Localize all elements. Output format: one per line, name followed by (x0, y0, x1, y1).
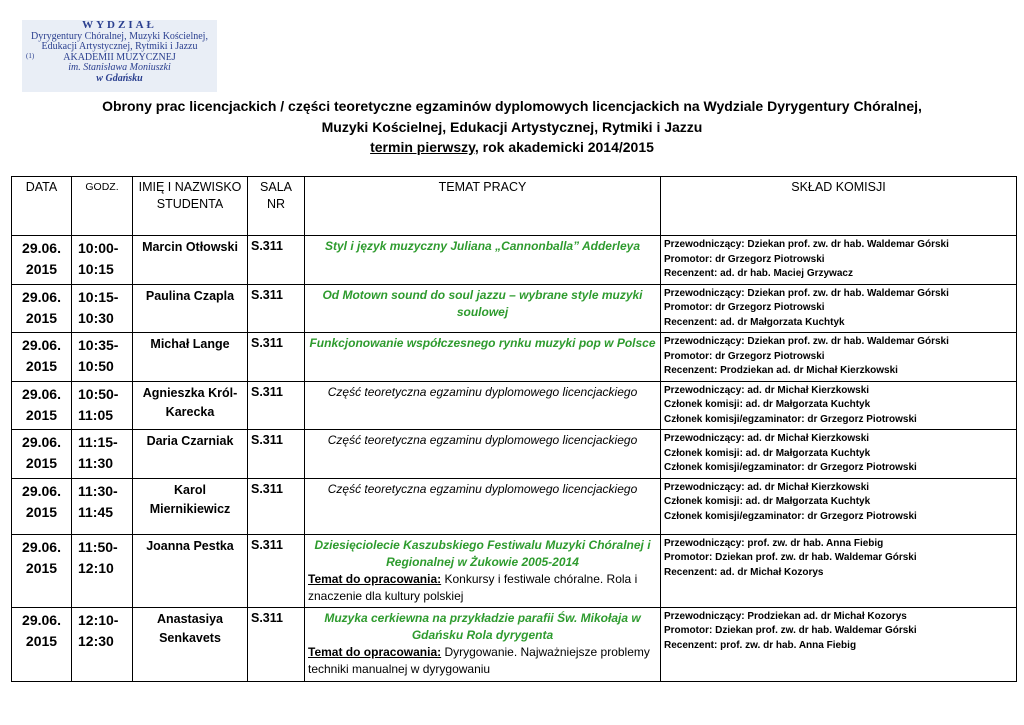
cell-room: S.311 (248, 333, 305, 382)
cell-room: S.311 (248, 284, 305, 333)
cell-topic (305, 236, 661, 285)
topic-extra (308, 571, 657, 605)
title-line: Obrony prac licencjackich / części teoretyczne egzaminów dyplomowych licencjackich na Wydziale Dyrygentury Chóralnej, (102, 98, 922, 114)
cell-room: S.311 (248, 607, 305, 681)
cell-time: 10:15- 10:30 (72, 284, 133, 333)
cell-room: S.311 (248, 381, 305, 430)
cell-date: 29.06. 2015 (12, 607, 72, 681)
faculty-logo (22, 20, 217, 92)
cell-name: Anastasiya Senkavets (133, 607, 248, 681)
header-name: IMIĘ I NAZWISKO STUDENTA (133, 177, 248, 236)
header-room: SALA NR (248, 177, 305, 236)
table-row (12, 430, 1017, 479)
header-time: GODZ. (72, 177, 133, 236)
cell-topic (305, 478, 661, 534)
cell-name: Agnieszka Król- Karecka (133, 381, 248, 430)
committee-member: Recenzent: ad. dr hab. Maciej Grzywacz (664, 268, 853, 279)
committee-member: Członek komisji: ad. dr Małgorzata Kuchtyk (664, 399, 871, 410)
committee-member: Członek komisji/egzaminator: dr Grzegorz Piotrowski (664, 510, 917, 522)
cell-name: Michał Lange (133, 333, 248, 382)
logo-line: AKADEMII MUZYCZNEJ (63, 51, 176, 63)
cell-topic (305, 333, 661, 382)
header-date: DATA (12, 177, 72, 236)
topic-title: Dziesięciolecie Kaszubskiego Festiwalu Muzyki Chóralnej i Regionalnej w Żukowie 2005-2014 (314, 537, 651, 569)
table-row (12, 381, 1017, 430)
cell-name: Daria Czarniak (133, 430, 248, 479)
table-row (12, 478, 1017, 534)
committee-member: Recenzent: prof. zw. dr hab. Anna Fiebig (664, 639, 857, 651)
cell-topic (305, 607, 661, 681)
topic-title: Część teoretyczna egzaminu dyplomowego licencjackiego (327, 384, 638, 399)
cell-name: Karol Miernikiewicz (133, 478, 248, 534)
logo-marker: (1) (26, 52, 35, 60)
logo-line: Edukacji Artystycznej, Rytmiki i Jazzu (41, 41, 198, 53)
committee-member: Przewodniczący: ad. dr Michał Kierzkowski (664, 481, 870, 493)
logo-line: WYDZIAŁ (82, 19, 157, 31)
cell-time: 10:35- 10:50 (72, 333, 133, 382)
header-committee: SKŁAD KOMISJI (661, 177, 1017, 236)
committee-member: Przewodniczący: Dziekan prof. zw. dr hab. Waldemar Górski (664, 336, 949, 347)
cell-room: S.311 (248, 478, 305, 534)
cell-name: Paulina Czapla (133, 284, 248, 333)
title-term-line (0, 137, 1024, 158)
committee-member: Recenzent: Prodziekan ad. dr Michał Kierzkowski (664, 365, 898, 376)
committee-member: Członek komisji: ad. dr Małgorzata Kuchtyk (664, 447, 871, 459)
page-title (0, 96, 1024, 158)
committee-member: Członek komisji/egzaminator: dr Grzegorz Piotrowski (664, 413, 917, 425)
committee-member: Przewodniczący: Dziekan prof. zw. dr hab. Waldemar Górski (664, 239, 949, 250)
cell-committee (661, 284, 1017, 333)
cell-committee (661, 478, 1017, 534)
topic-extra-label: Temat do opracowania: (308, 571, 442, 586)
committee-member: Członek komisji: ad. dr Małgorzata Kuchtyk (664, 496, 871, 507)
topic-title: Styl i język muzyczny Juliana „Cannonballa” Adderleya (325, 239, 640, 253)
cell-time: 11:50- 12:10 (72, 534, 133, 607)
cell-committee (661, 534, 1017, 607)
cell-room: S.311 (248, 534, 305, 607)
topic-extra-text: Dyrygowanie. Najważniejsze problemy techniki manualnej w dyrygowaniu (308, 644, 650, 676)
cell-date: 29.06. 2015 (12, 381, 72, 430)
committee-member: Przewodniczący: Prodziekan ad. dr Michał Kozorys (664, 610, 907, 622)
cell-committee (661, 333, 1017, 382)
cell-committee (661, 381, 1017, 430)
schedule-table (11, 176, 1017, 682)
cell-time: 11:30- 11:45 (72, 478, 133, 534)
cell-name: Marcin Otłowski (133, 236, 248, 285)
header-row (12, 177, 1017, 236)
committee-member: Promotor: Dziekan prof. zw. dr hab. Waldemar Górski (664, 625, 917, 636)
cell-room: S.311 (248, 430, 305, 479)
cell-time: 10:50- 11:05 (72, 381, 133, 430)
cell-topic (305, 534, 661, 607)
table-row (12, 284, 1017, 333)
logo-line: im. Stanisława Moniuszki (68, 62, 171, 74)
cell-topic (305, 381, 661, 430)
term-underlined: termin pierwszy, (370, 139, 479, 155)
topic-extra (308, 644, 657, 678)
table-row (12, 236, 1017, 285)
cell-committee (661, 430, 1017, 479)
cell-time: 11:15- 11:30 (72, 430, 133, 479)
committee-member: Członek komisji/egzaminator: dr Grzegorz Piotrowski (664, 462, 917, 473)
term-rest: rok akademicki 2014/2015 (478, 139, 654, 155)
committee-member: Przewodniczący: ad. dr Michał Kierzkowski (664, 433, 870, 444)
cell-date: 29.06. 2015 (12, 284, 72, 333)
logo-line: Dyrygentury Chóralnej, Muzyki Kościelnej, (31, 30, 208, 42)
topic-title: Część teoretyczna egzaminu dyplomowego licencjackiego (327, 481, 638, 496)
committee-member: Recenzent: ad. dr Małgorzata Kuchtyk (664, 316, 845, 328)
topic-title: Od Motown sound do soul jazzu – wybrane style muzyki soulowej (322, 287, 643, 319)
table-row (12, 607, 1017, 681)
committee-member: Przewodniczący: Dziekan prof. zw. dr hab. Waldemar Górski (664, 287, 949, 299)
cell-date: 29.06. 2015 (12, 430, 72, 479)
committee-member: Promotor: dr Grzegorz Piotrowski (664, 350, 825, 362)
topic-title: Muzyka cerkiewna na przykładzie parafii Św. Mikołaja w Gdańsku Rola dyrygenta (324, 610, 641, 642)
cell-topic (305, 284, 661, 333)
logo-line: w Gdańsku (96, 72, 143, 84)
cell-topic (305, 430, 661, 479)
topic-extra-label: Temat do opracowania: (308, 644, 442, 659)
topic-title: Funkcjonowanie współczesnego rynku muzyki pop w Polsce (309, 336, 656, 350)
cell-date: 29.06. 2015 (12, 333, 72, 382)
committee-member: Promotor: Dziekan prof. zw. dr hab. Waldemar Górski (664, 552, 917, 563)
cell-name: Joanna Pestka (133, 534, 248, 607)
topic-title: Część teoretyczna egzaminu dyplomowego licencjackiego (327, 433, 638, 447)
cell-room: S.311 (248, 236, 305, 285)
cell-committee (661, 607, 1017, 681)
committee-member: Przewodniczący: prof. zw. dr hab. Anna Fiebig (664, 537, 884, 549)
table-row (12, 534, 1017, 607)
cell-date: 29.06. 2015 (12, 236, 72, 285)
committee-member: Recenzent: ad. dr Michał Kozorys (664, 566, 824, 578)
topic-extra-text: Konkursy i festiwale chóralne. Rola i znaczenie dla kultury polskiej (308, 571, 638, 603)
committee-member: Przewodniczący: ad. dr Michał Kierzkowski (664, 384, 870, 396)
committee-member: Promotor: dr Grzegorz Piotrowski (664, 253, 825, 265)
title-line: Muzyki Kościelnej, Edukacji Artystycznej, Rytmiki i Jazzu (321, 118, 703, 135)
cell-time: 10:00- 10:15 (72, 236, 133, 285)
table-row (12, 333, 1017, 382)
committee-member: Promotor: dr Grzegorz Piotrowski (664, 302, 825, 313)
cell-date: 29.06. 2015 (12, 478, 72, 534)
header-topic: TEMAT PRACY (305, 177, 661, 236)
cell-committee (661, 236, 1017, 285)
cell-time: 12:10- 12:30 (72, 607, 133, 681)
cell-date: 29.06. 2015 (12, 534, 72, 607)
